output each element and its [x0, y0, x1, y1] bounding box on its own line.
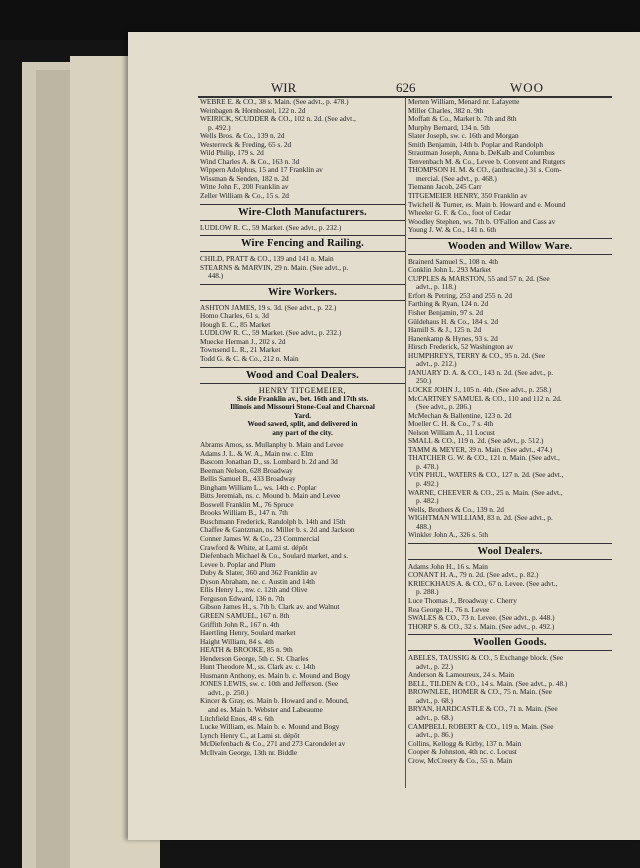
header-right: WOO — [510, 80, 545, 95]
directory-entry: Duby & Slater, 360 and 362 Franklin av — [200, 569, 318, 578]
directory-entry: McCARTNEY SAMUEL & CO., 110 and 112 n. 2d. — [408, 394, 562, 403]
directory-entry: Cooper & Johnston, 4th nc. c. Locust — [408, 748, 517, 757]
directory-entry: THORP S. & CO., 32 s. Main. (See advt., p. 492.) — [408, 622, 555, 631]
directory-entry: Farthing & Ryan, 124 n. 2d — [408, 300, 489, 309]
directory-entry: Adams John H., 16 s. Main — [408, 562, 488, 571]
directory-entry: p. 288.) — [416, 588, 439, 597]
list-wire-dealers — [200, 98, 405, 201]
directory-entry: Muecke Herman J., 202 s. 2d — [200, 337, 286, 346]
directory-entry: Hirsch Frederick, 52 Washington av — [408, 343, 514, 352]
directory-entry: p. 482.) — [416, 497, 439, 506]
directory-entry: Crawford & White, at Lami st. dépôt — [200, 543, 308, 552]
list-wooden-willow — [408, 258, 612, 540]
directory-entry: Ellis Henry L., nw. c. 12th and Olive — [200, 586, 308, 595]
directory-entry: Twichell & Turner, es. Main b. Howard and e. Mound — [408, 200, 566, 209]
directory-entry: Ferguson Edward, 136 n. 7th — [200, 594, 285, 603]
directory-entry: Wheeler G. F. & Co., foot of Cedar — [408, 209, 511, 218]
directory-entry: Bellis Samuel B., 433 Broadway — [200, 475, 296, 484]
directory-entry: 488.) — [416, 522, 432, 531]
directory-entry: WARNE, CHEEVER & CO., 25 n. Main. (See advt., — [408, 488, 563, 497]
directory-entry: Strautman Joseph, Anna b. DeKalb and Columbus — [408, 149, 555, 158]
directory-entry: Wind Charles A. & Co., 163 n. 3d — [200, 157, 300, 166]
directory-entry: Tiemann Jacob, 245 Carr — [408, 183, 482, 192]
directory-entry: Lynch Henry C., at Lami st. dépôt — [200, 731, 300, 740]
directory-entry: Wissman & Senden, 182 n. 2d — [200, 174, 289, 183]
directory-entry: Henderson George, 5th c. St. Charles — [200, 654, 309, 663]
directory-entry: Woodley Stephen, ws. 7th b. O'Fallon and Cass av — [408, 217, 556, 226]
directory-entry: advt., p. 86.) — [416, 731, 453, 740]
directory-entry: mercial. (See advt., p. 468.) — [416, 174, 497, 183]
list-wood-coal — [200, 441, 405, 757]
directory-entry: ABELES, TAUSSIG & CO., 5 Exchange block. (See — [408, 654, 564, 663]
directory-entry: Conklin John L. 293 Market — [408, 266, 491, 275]
directory-entry: LOCKE JOHN J., 105 n. 4th. (See advt., p. 258.) — [408, 385, 552, 394]
directory-entry: TAMM & MEYER, 39 n. Main. (See advt., 474.) — [408, 445, 553, 454]
directory-entry: Smith Benjamin, 14th b. Poplar and Randolph — [408, 140, 543, 149]
directory-entry: SMALL & CO., 119 n. 2d. (See advt., p. 512.) — [408, 437, 544, 446]
directory-entry: Wells, Brothers & Co., 139 n. 2d — [408, 505, 504, 514]
directory-entry: WEIRICK, SCUDDER & CO., 102 n. 2d. (See advt., — [200, 115, 356, 124]
directory-entry: THATCHER G. W. & CO., 121 n. Main. (See advt., — [408, 454, 560, 463]
directory-entry: Hamill S. & J., 125 n. 2d — [408, 326, 481, 335]
directory-entry: STEARNS & MARVIN, 29 n. Main. (See advt., p. — [200, 263, 349, 272]
directory-entry: CUPPLES & MARSTON, 55 and 57 n. 2d. (See — [408, 274, 550, 283]
running-header — [0, 80, 640, 96]
heading-wood-coal: Wood and Coal Dealers. — [200, 367, 405, 384]
directory-entry: Haertling Henry, Soulard market — [200, 629, 296, 638]
directory-entry: Slater Joseph, sw. c. 16th and Morgan — [408, 132, 519, 141]
list-wool-dealers — [408, 563, 612, 631]
directory-entry: Hunt Theodore M., ss. Clark av. c. 14th — [200, 663, 316, 672]
advert-line: Yard. — [293, 410, 312, 420]
directory-entry: Chaffee & Gantzman, ns. Miller b. s. 2d and Jackson — [200, 526, 355, 535]
heading-wooden-willow: Wooden and Willow Ware. — [408, 238, 612, 255]
directory-entry: advt., p. 68.) — [416, 714, 453, 722]
directory-entry: advt., p. 212.) — [416, 360, 457, 369]
directory-entry: 250.) — [416, 377, 432, 386]
directory-entry: WEBRE E. & CO., 38 s. Main. (See advt., p. 478.) — [200, 98, 349, 106]
directory-entry: Bingham William L., ws. 14th c. Poplar — [200, 483, 317, 492]
directory-entry: advt., p. 68.) — [416, 696, 453, 705]
directory-entry: ASHTON JAMES, 19 s. 3d. (See advt., p. 22.) — [200, 303, 337, 312]
directory-entry: advt., p. 22.) — [416, 662, 453, 671]
directory-entry: p. 478.) — [416, 462, 439, 471]
directory-entry: Husmann Anthony, es. Main b. c. Mound and Bogy — [200, 671, 351, 680]
heading-woollen-goods: Woollen Goods. — [408, 634, 612, 651]
directory-entry: Collins, Kellogg & Kirby, 137 n. Main — [408, 739, 522, 748]
directory-entry: BROWNLEE, HOMER & CO., 75 n. Main. (See — [408, 688, 552, 697]
directory-entry: 448.) — [208, 272, 224, 281]
directory-entry: Conner James W. & Co., 23 Commercial — [200, 535, 320, 544]
directory-entry: THOMPSON H. M. & CO., (anthracite,) 31 s. Com- — [408, 166, 562, 175]
directory-entry: Beeman Nelson, 628 Broadway — [200, 466, 293, 475]
list-wire-cloth — [200, 224, 405, 233]
directory-entry: McDiefenbach & Co., 271 and 273 Carondelet av — [200, 740, 346, 749]
directory-entry: Todd G. & C. & Co., 212 n. Main — [200, 355, 299, 364]
directory-entry: LUDLOW R. C., 59 Market. (See advt., p. 232.) — [200, 329, 342, 338]
directory-entry: Kincer & Gray, es. Main b. Howard and e. Mound, — [200, 697, 349, 706]
directory-entry: Hough E. C., 85 Market — [200, 320, 271, 329]
directory-entry: and es. Main b. Webster and Labeaume — [208, 705, 323, 714]
directory-entry: Brainerd Samuel S., 108 n. 4th — [408, 257, 498, 266]
list-wood-coal-cont — [408, 98, 612, 235]
heading-wool-dealers: Wool Dealers. — [408, 543, 612, 560]
list-wire-workers — [200, 304, 405, 364]
directory-entry: Moeller C. H. & Co., 7 s. 4th — [408, 420, 494, 429]
directory-entry: BRYAN, HARDCASTLE & CO., 71 n. Main. (See — [408, 705, 558, 714]
directory-entry: Abrams Amos, ss. Mullanphy b. Main and Levee — [200, 441, 344, 450]
directory-entry: Townsend L. R., 21 Market — [200, 346, 281, 355]
directory-entry: VON PHUL, WATERS & CO., 127 n. 2d. (See advt., — [408, 471, 564, 480]
directory-entry: Bitts Jeremiah, ns. c. Mound b. Main and Levee — [200, 492, 341, 501]
page-number: 626 — [396, 80, 416, 95]
list-woollen-goods — [408, 654, 612, 765]
heading-wire-fencing: Wire Fencing and Railing. — [200, 235, 405, 252]
directory-entry: Adams J. L. & W. A., Main nw. c. Elm — [200, 449, 314, 458]
directory-entry: KRIECKHAUS A. & CO., 67 n. Levee. (See advt., — [408, 579, 558, 588]
directory-entry: HUMPHREYS, TERRY & CO., 95 n. 2d. (See — [408, 351, 546, 360]
advert-line: Illinois and Missouri Stone-Coal and Charcoal — [230, 402, 375, 412]
directory-entry: McIlvain George, 13th nr. Biddle — [200, 748, 298, 757]
directory-entry: Lucke William, es. Main b. e. Mound and Bogy — [200, 723, 340, 732]
advertisement-block — [200, 387, 405, 437]
directory-entry: Fisher Benjamin, 97 s. 2d — [408, 309, 483, 318]
directory-entry: Homo Charles, 61 s. 3d — [200, 312, 269, 321]
directory-entry: p. 492.) — [416, 479, 439, 488]
heading-wire-workers: Wire Workers. — [200, 284, 405, 301]
directory-entry: Wells Bros. & Co., 139 n. 2d — [200, 132, 285, 141]
directory-entry: HEATH & BROOKE, 85 n. 9th — [200, 646, 293, 655]
advert-line: Wood sawed, split, and delivered in — [247, 419, 358, 429]
directory-entry: SWALES & CO., 73 n. Levee. (See advt., p. 448.) — [408, 614, 555, 623]
directory-entry: advt., p. 250.) — [208, 688, 249, 697]
directory-entry: Bascom Jonathan D., ss. Lombard b. 2d and 3d — [200, 458, 338, 467]
directory-entry: (See advt., p. 286.) — [416, 403, 472, 412]
directory-entry: Brooks William B., 147 n. 7th — [200, 509, 288, 518]
directory-entry: Erfort & Petring, 253 and 255 n. 2d — [408, 291, 512, 300]
directory-entry: Murphy Bernard, 134 n. 5th — [408, 123, 490, 132]
directory-entry: Haight William, 84 s. 4th — [200, 637, 274, 646]
directory-entry: McMechan & Ballentine, 123 n. 2d — [408, 411, 512, 420]
directory-entry: Witte John F., 200 Franklin av — [200, 183, 289, 192]
directory-entry: Gibson James H., s. 7th b. Clark av. and Walnut — [200, 603, 340, 612]
directory-entry: Weinbagen & Hornbostel, 122 n. 2d — [200, 106, 306, 115]
directory-entry: p. 492.) — [208, 123, 231, 132]
directory-entry: Merten William, Menard nr. Lafayette — [408, 98, 520, 106]
directory-entry: Miller Charles, 382 n. 9th — [408, 106, 484, 115]
left-column — [200, 98, 405, 757]
header-left: WIR — [271, 80, 297, 95]
directory-entry: Wild Philip, 179 s. 2d — [200, 149, 264, 158]
directory-entry: LUDLOW R. C., 59 Market. (See advt., p. 232.) — [200, 223, 342, 232]
advert-line: any part of the city. — [272, 427, 333, 437]
directory-entry: WIGHTMAN WILLIAM, 83 n. 2d. (See advt., p. — [408, 514, 553, 523]
directory-entry: Winkler John A., 326 s. 5th — [408, 531, 488, 540]
list-wire-fencing — [200, 255, 405, 281]
column-divider — [405, 98, 406, 788]
directory-entry: Güldehaus H. & Co., 184 s. 2d — [408, 317, 498, 326]
directory-entry: CHILD, PRATT & CO., 139 and 141 n. Main — [200, 255, 334, 264]
directory-entry: advt., p. 118.) — [416, 283, 457, 292]
directory-entry: Nelson William A., 11 Locust — [408, 428, 495, 437]
heading-wire-cloth: Wire-Cloth Manufacturers. — [200, 204, 405, 221]
directory-entry: Moffatt & Co., Market b. 7th and 8th — [408, 115, 517, 124]
directory-entry: Griffith John R., 167 n. 4th — [200, 620, 280, 629]
directory-entry: Young J. W. & Co., 141 n. 6th — [408, 226, 497, 235]
directory-entry: BELL, TILDEN & CO., 14 s. Main. (See advt., p. 48.) — [408, 679, 568, 688]
directory-entry: JANUARY D. A. & CO., 143 n. 2d. (See advt., p. — [408, 368, 554, 377]
directory-entry: Rea George H., 76 n. Levee — [408, 605, 490, 614]
directory-entry: Zeller William & Co., 15 s. 2d — [200, 192, 289, 201]
advert-line: HENRY TITGEMEIER, — [258, 385, 347, 395]
directory-entry: Anderson & Lamoureux, 24 s. Main — [408, 671, 514, 680]
directory-entry: Levee b. Poplar and Plum — [200, 560, 276, 569]
directory-entry: Wippern Adolphus, 15 and 17 Franklin av — [200, 166, 323, 175]
directory-entry: Hanenkamp & Hynes, 93 s. 2d — [408, 334, 498, 343]
directory-entry: Dyson Abraham, ne. c. Austin and 14th — [200, 577, 315, 586]
directory-entry: GREEN SAMUEL, 167 n. 8th — [200, 611, 290, 620]
directory-entry: Crow, McCreery & Co., 55 n. Main — [408, 756, 513, 765]
directory-entry: Luce Thomas J., Broadway c. Cherry — [408, 596, 517, 605]
directory-entry: Buschmann Frederick, Randolph b. 14th and 15th — [200, 517, 346, 526]
directory-entry: Boswell Franklin M., 76 Spruce — [200, 500, 294, 509]
directory-entry: CONANT H. A., 79 n. 2d. (See advt., p. 82.) — [408, 571, 539, 580]
advert-line: S. side Franklin av., bet. 16th and 17th sts. — [236, 393, 369, 403]
directory-entry: CAMPBELL ROBERT & CO., 119 n. Main. (See — [408, 722, 554, 731]
directory-entry: Litchfield Enos, 48 s. 6th — [200, 714, 274, 723]
directory-entry: Westerreck & Freding, 65 s. 2d — [200, 140, 292, 149]
directory-entry: TITGEMEIER HENRY, 350 Franklin av — [408, 192, 528, 201]
directory-entry: JONES LEWIS, sw. c. 10th and Jefferson. (See — [200, 680, 339, 689]
directory-entry: Diefenbach Michael & Co., Soulard market, and s. — [200, 552, 349, 561]
right-column — [408, 98, 612, 765]
directory-entry: Tenvenbach M. & Co., Levee b. Convent and Rutgers — [408, 157, 566, 166]
